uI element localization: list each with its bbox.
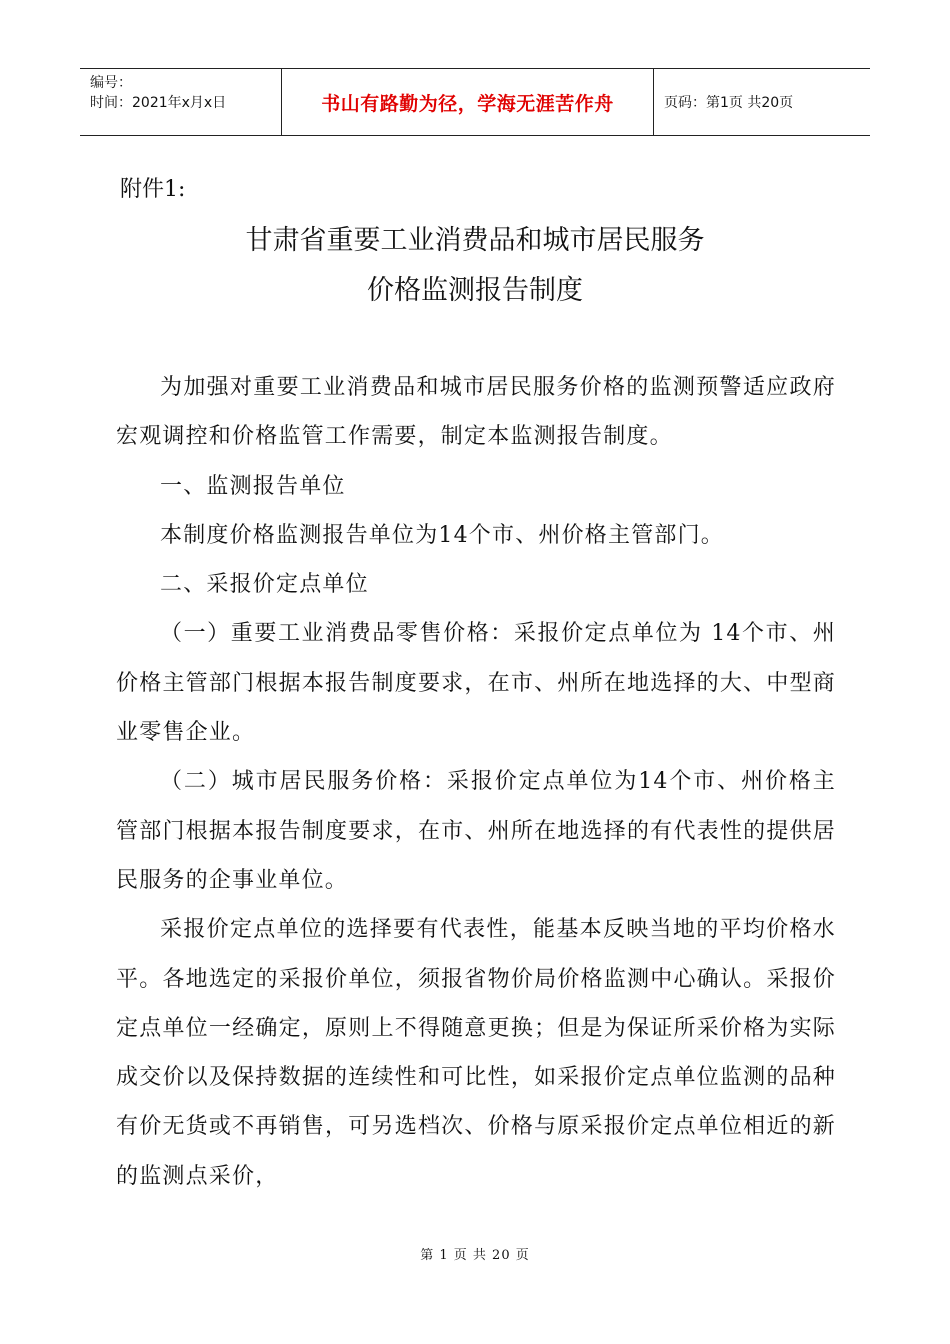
header-page-info: 页码：第1页 共20页 [664,95,794,111]
paragraph: 本制度价格监测报告单位为14个市、州价格主管部门。 [160,522,724,548]
time-label: 时间：2021年x月x日 [90,95,227,111]
page-footer: 第 1 页 共 20 页 [420,1248,530,1263]
header-motto: 书山有路勤为径，学海无涯苦作舟 [282,69,654,135]
attachment-label: 附件1: [120,177,186,202]
paragraph: （一）重要工业消费品零售价格：采报价定点单位为 14个市、州价格主管部门根据本报告制度要求，在市、州所在地选择的大、中型商业零售企业。 [116,621,836,746]
section-heading: 一、监测报告单位 [160,473,346,499]
document-title-line1: 甘肃省重要工业消费品和城市居民服务 [245,225,705,256]
paragraph: （二）城市居民服务价格：采报价定点单位为14个市、州价格主管部门根据本报告制度要求，在市、州所在地选择的有代表性的提供居民服务的企事业单位。 [116,769,836,893]
number-label: 编号： [90,75,132,91]
paragraph: 采报价定点单位的选择要有代表性，能基本反映当地的平均价格水平。各地选定的采报价单位，须报省物价局价格监测中心确认。采报价定点单位一经确定，原则上不得随意更换；但是为保证所采价格为实际成交价以及保持数据的连续性和可比性，如采报价定点单位监测的品种有价无货或不再销售，可另选档次、价格与原采报价定点单位相近的新的监测点采价， [116,917,836,1189]
document-title-line2: 价格监测报告制度 [367,275,583,306]
paragraph: 为加强对重要工业消费品和城市居民服务价格的监测预警适应政府宏观调控和价格监管工作需要，制定本监测报告制度。 [116,375,836,450]
document-body [116,363,836,1201]
section-heading: 二、采报价定点单位 [160,572,369,598]
page-header [80,68,870,136]
header-meta [80,69,282,135]
